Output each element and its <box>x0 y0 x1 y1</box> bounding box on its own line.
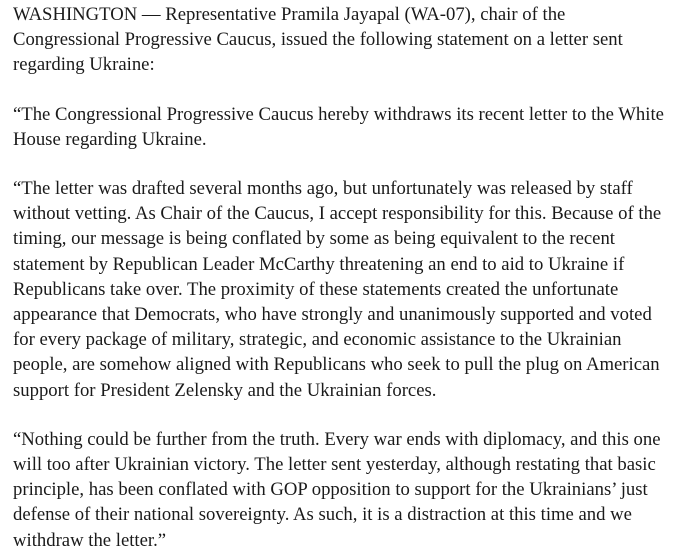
withdrawal-paragraph: “The Congressional Progressive Caucus hereby withdraws its recent letter to the White House regarding Ukraine. <box>13 103 664 150</box>
dateline-paragraph: WASHINGTON — Representative Pramila Jayapal (WA-07), chair of the Congressional Progressive Caucus, issued the following statement on a letter sent regarding Ukraine: <box>13 4 623 76</box>
explanation-paragraph: “The letter was drafted several months ago, but unfortunately was released by staff without vetting. As Chair of the Caucus, I accept responsibility for this. Because of the timing, our message is being conflated by some as being equivalent to the recent statement by Republican Leader McCarthy threatening an end to aid to Ukraine if Republicans take over. The proximity of these statements created the unfortunate appearance that Democrats, who have strongly and unanimously supported and voted for every package of military, strategic, and economic assistance to the Ukrainian people, are somehow aligned with Republicans who seek to pull the plug on American support for President Zelensky and the Ukrainian forces. <box>13 178 662 401</box>
conclusion-paragraph: “Nothing could be further from the truth. Every war ends with diplomacy, and this one will too after Ukrainian victory. The letter sent yesterday, although restating that basic principle, has been conflated with GOP opposition to support for the Ukrainians’ just defense of their national sovereignty. As such, it is a distraction at this time and we withdraw the letter.” <box>13 428 661 551</box>
statement-article <box>0 2 680 553</box>
